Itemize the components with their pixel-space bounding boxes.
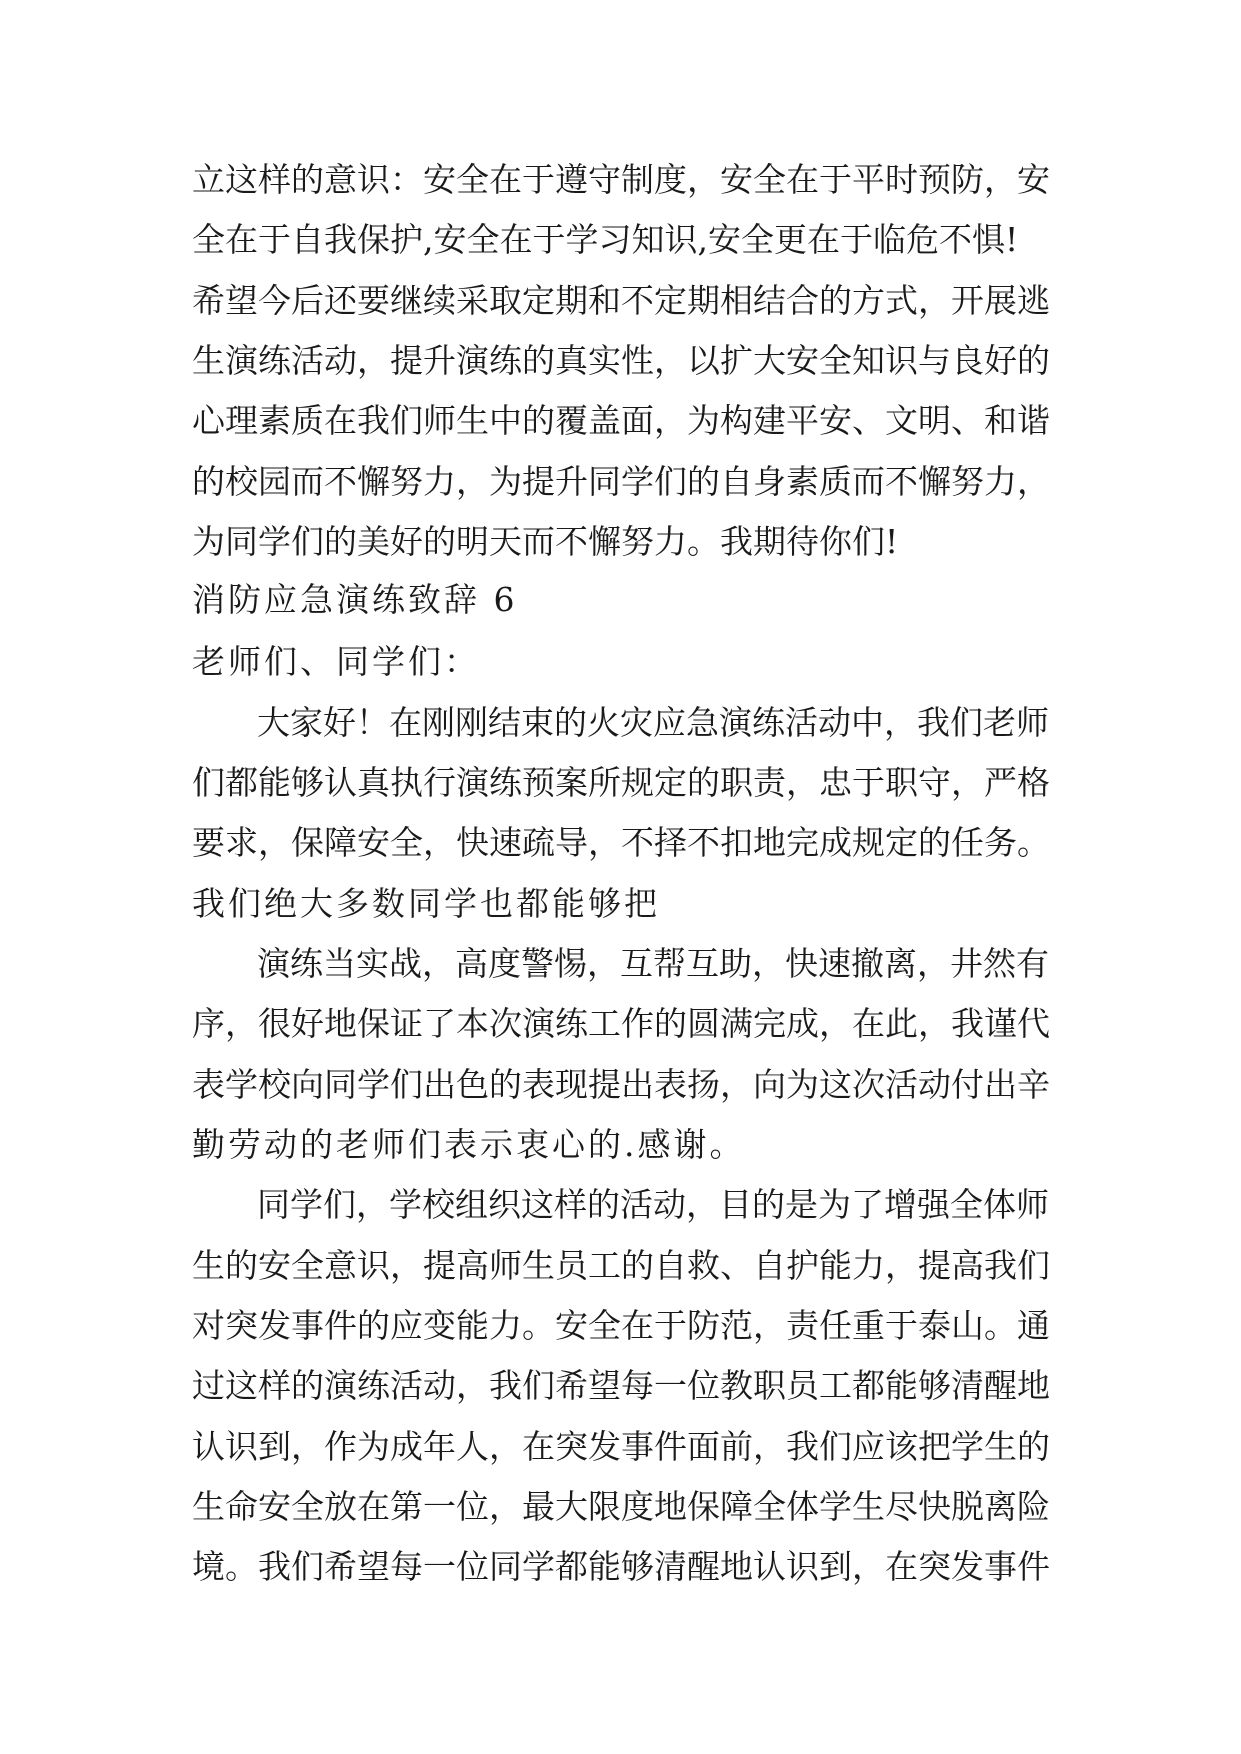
- body-text-line: 们都能够认真执行演练预案所规定的职责，忠于职守，严格: [192, 763, 1050, 802]
- body-text-line: 立这样的意识：安全在于遵守制度，安全在于平时预防，安: [192, 160, 1050, 199]
- body-text-line: 心理素质在我们师生中的覆盖面，为构建平安、文明、和谐: [192, 401, 1050, 440]
- paragraph-first-line: 同学们，学校组织这样的活动，目的是为了增强全体师: [257, 1185, 1049, 1224]
- body-text-line: 表学校向同学们出色的表现提出表扬，向为这次活动付出辛: [192, 1065, 1050, 1104]
- body-text-line: 序，很好地保证了本次演练工作的圆满完成，在此，我谨代: [192, 1004, 1050, 1043]
- body-text-line: 生的安全意识，提高师生员工的自救、自护能力，提高我们: [192, 1246, 1050, 1285]
- body-text-line: 过这样的演练活动，我们希望每一位教职员工都能够清醒地: [192, 1366, 1050, 1405]
- body-text-line: 的校园而不懈努力，为提升同学们的自身素质而不懈努力，: [192, 462, 1050, 501]
- body-text-line: 勤劳动的老师们表示衷心的.感谢。: [192, 1125, 746, 1164]
- paragraph-first-line: 演练当实战，高度警惕，互帮互助，快速撤离，井然有: [257, 944, 1049, 983]
- body-text-line: 希望今后还要继续采取定期和不定期相结合的方式，开展逃: [192, 281, 1050, 320]
- body-text-line: 我们绝大多数同学也都能够把: [192, 884, 660, 923]
- body-text-line: 认识到，作为成年人，在突发事件面前，我们应该把学生的: [192, 1427, 1050, 1466]
- body-text-line: 对突发事件的应变能力。安全在于防范，责任重于泰山。通: [192, 1306, 1050, 1345]
- salutation: 老师们、同学们：: [192, 642, 480, 681]
- paragraph-first-line: 大家好！在刚刚结束的火灾应急演练活动中，我们老师: [257, 703, 1049, 742]
- body-text-line: 要求，保障安全，快速疏导，不择不扣地完成规定的任务。: [192, 823, 1050, 862]
- body-text-line: 境。我们希望每一位同学都能够清醒地认识到，在突发事件: [192, 1547, 1050, 1586]
- body-text-line: 生演练活动，提升演练的真实性，以扩大安全知识与良好的: [192, 341, 1050, 380]
- body-text-line: 为同学们的美好的明天而不懈努力。我期待你们!: [192, 522, 899, 561]
- body-text-line: 生命安全放在第一位，最大限度地保障全体学生尽快脱离险: [192, 1487, 1050, 1526]
- body-text-line: 全在于自我保护,安全在于学习知识,安全更在于临危不惧!: [192, 220, 1019, 259]
- section-heading: 消防应急演练致辞 6: [192, 580, 518, 619]
